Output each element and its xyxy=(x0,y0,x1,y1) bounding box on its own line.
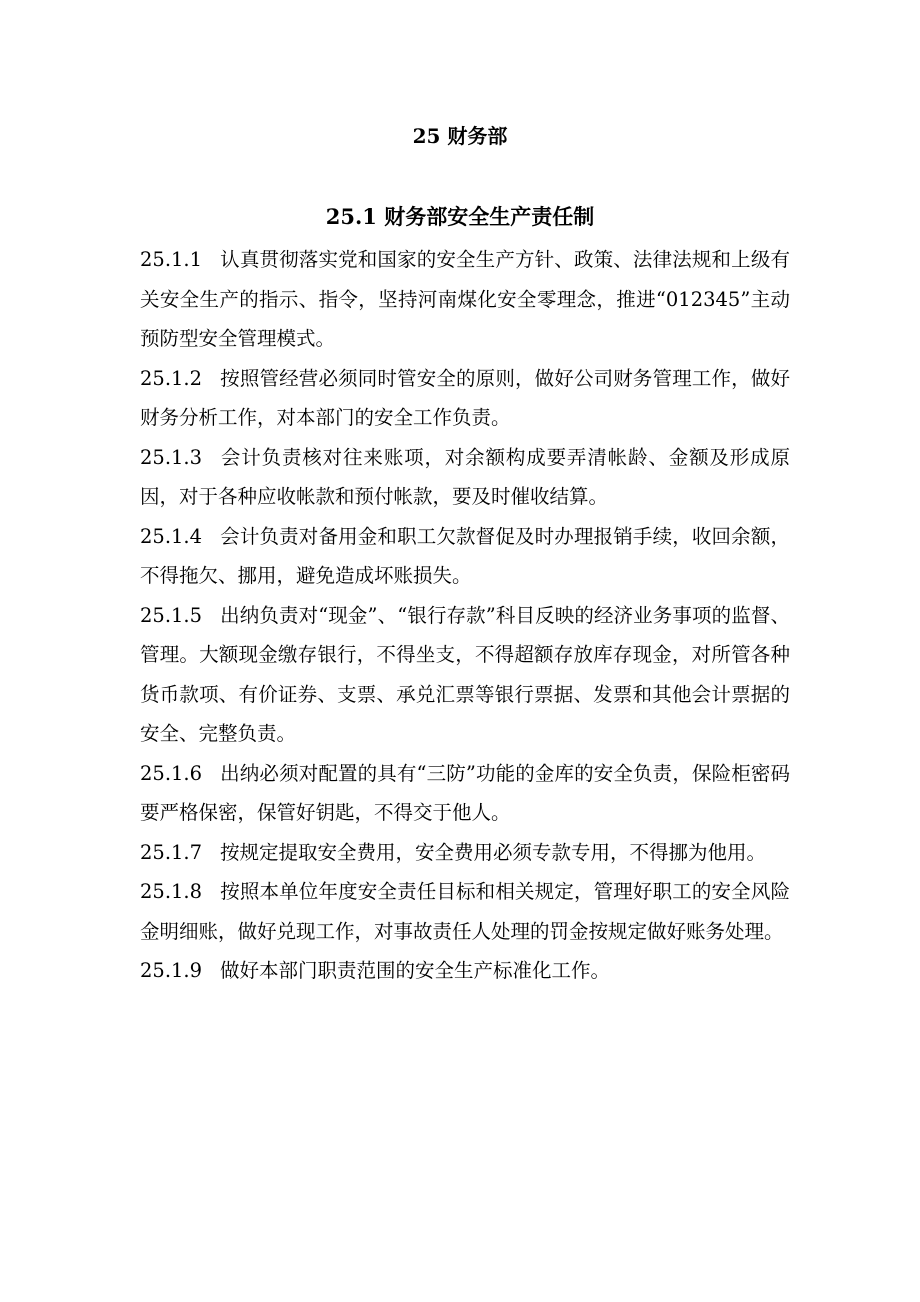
clause-number: 25.1.2 xyxy=(140,366,203,390)
section-title: 25.1 财务部安全生产责任制 xyxy=(325,204,595,229)
clause-25-1-9 xyxy=(140,951,790,991)
clause-25-1-7 xyxy=(140,833,790,873)
clause-25-1-4 xyxy=(140,517,790,596)
clause-number: 25.1.1 xyxy=(140,248,203,271)
clause-number: 25.1.7 xyxy=(140,840,203,864)
clause-text: 做好本部门职责范围的安全生产标准化工作。 xyxy=(220,959,611,982)
clause-number: 25.1.5 xyxy=(140,603,203,627)
clause-text: 出纳负责对“现金”、“银行存款”科目反映的经济业务事项的监督、管理。大额现金缴存银行，不得坐支，不得超额存放库存现金，对所管各种货币款项、有价证券、支票、承兑汇票等银行票据、发票和其他会计票据的安全、完整负责。 xyxy=(140,603,790,745)
clause-25-1-8 xyxy=(140,872,790,951)
clause-25-1-5 xyxy=(140,596,790,754)
clause-25-1-2 xyxy=(140,359,790,438)
clause-text: 会计负责核对往来账项，对余额构成要弄清帐龄、金额及形成原因，对于各种应收帐款和预付帐款，要及时催收结算。 xyxy=(140,445,790,508)
clause-25-1-6 xyxy=(140,754,790,833)
clause-text: 认真贯彻落实党和国家的安全生产方针、政策、法律法规和上级有关安全生产的指示、指令，坚持河南煤化安全零理念，推进“012345”主动预防型安全管理模式。 xyxy=(140,248,790,350)
clause-number: 25.1.9 xyxy=(140,959,203,982)
clause-text: 出纳必须对配置的具有“三防”功能的金库的安全负责，保险柜密码要严格保密，保管好钥匙，不得交于他人。 xyxy=(140,761,790,824)
clause-25-1-3 xyxy=(140,438,790,517)
clause-text: 按规定提取安全费用，安全费用必须专款专用，不得挪为他用。 xyxy=(220,840,767,864)
clause-number: 25.1.3 xyxy=(140,445,203,469)
clause-number: 25.1.4 xyxy=(140,524,203,548)
clause-25-1-1 xyxy=(140,240,790,359)
chapter-title: 25 财务部 xyxy=(412,124,508,148)
clause-list xyxy=(140,240,790,991)
clause-text: 按照管经营必须同时管安全的原则，做好公司财务管理工作，做好财务分析工作，对本部门的安全工作负责。 xyxy=(140,366,790,429)
clause-number: 25.1.6 xyxy=(140,761,203,785)
clause-number: 25.1.8 xyxy=(140,880,203,903)
clause-text: 按照本单位年度安全责任目标和相关规定，管理好职工的安全风险金明细账，做好兑现工作，对事故责任人处理的罚金按规定做好账务处理。 xyxy=(140,880,790,943)
clause-text: 会计负责对备用金和职工欠款督促及时办理报销手续，收回余额，不得拖欠、挪用，避免造成坏账损失。 xyxy=(140,524,790,587)
